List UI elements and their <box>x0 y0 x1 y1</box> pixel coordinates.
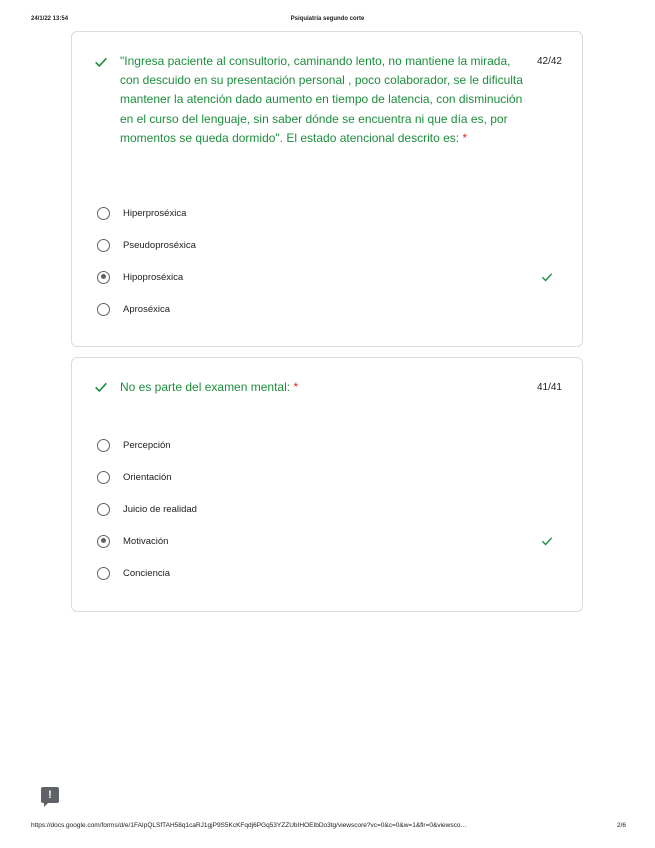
radio-button[interactable] <box>97 207 110 220</box>
option-item[interactable] <box>97 197 562 229</box>
question-text: "Ingresa paciente al consultorio, caminando lento, no mantiene la mirada, con descuido en su presentación personal , poco colaborador, se le dificulta mantener la atención dado aumento en tiempo de latencia, con disminución en el curso del lenguaje, sin saber dónde se encuentra ni que día es, por momentos se queda dormido". El estado atencional descrito es: * <box>120 54 523 145</box>
radio-button[interactable] <box>97 503 110 516</box>
option-item[interactable] <box>97 229 562 261</box>
correct-answer-check-icon <box>540 534 554 548</box>
option-label: Hiperproséxica <box>123 207 187 219</box>
question-card <box>71 31 583 347</box>
feedback-glyph: ! <box>48 789 52 801</box>
question-text: No es parte del examen mental: * <box>120 380 299 394</box>
option-item[interactable] <box>97 293 562 325</box>
required-marker: * <box>293 380 299 394</box>
page-number: 2/6 <box>616 822 626 829</box>
option-label: Pseudoproséxica <box>123 239 196 251</box>
radio-button[interactable] <box>97 439 110 452</box>
option-label: Orientación <box>123 471 172 483</box>
option-label: Conciencia <box>123 567 170 579</box>
option-label: Juicio de realidad <box>123 503 197 515</box>
question-card <box>71 357 583 612</box>
required-marker: * <box>462 130 468 145</box>
radio-button-selected[interactable] <box>97 535 110 548</box>
option-item-selected[interactable] <box>97 525 562 557</box>
option-item[interactable] <box>97 557 562 589</box>
option-item[interactable] <box>97 493 562 525</box>
correct-check-icon <box>93 54 109 70</box>
footer-url: https://docs.google.com/forms/d/e/1FAIpQLSfTAH58q1caRJ1gjP9S5KcKFqdj6PGq53YZZUbIHOEIbDo3tg/viewscore?vc=0&c=0&w=1&flr=0&viewsco… <box>31 822 467 829</box>
radio-button[interactable] <box>97 303 110 316</box>
options-list <box>97 429 562 589</box>
option-item[interactable] <box>97 429 562 461</box>
option-label: Motivación <box>123 535 169 547</box>
radio-button-selected[interactable] <box>97 271 110 284</box>
question-score: 42/42 <box>536 56 562 67</box>
option-label: Aproséxica <box>123 303 170 315</box>
report-feedback-icon[interactable] <box>41 787 59 803</box>
question-score: 41/41 <box>536 382 562 393</box>
radio-button[interactable] <box>97 239 110 252</box>
option-label: Hipoproséxica <box>123 271 184 283</box>
print-timestamp: 24/1/22 13:54 <box>31 16 69 22</box>
print-title: Psiquiatría segundo corte <box>290 16 365 22</box>
options-list <box>97 197 562 325</box>
correct-check-icon <box>93 379 109 395</box>
option-item-selected[interactable] <box>97 261 562 293</box>
radio-button[interactable] <box>97 567 110 580</box>
correct-answer-check-icon <box>540 270 554 284</box>
radio-button[interactable] <box>97 471 110 484</box>
option-label: Percepción <box>123 439 171 451</box>
option-item[interactable] <box>97 461 562 493</box>
